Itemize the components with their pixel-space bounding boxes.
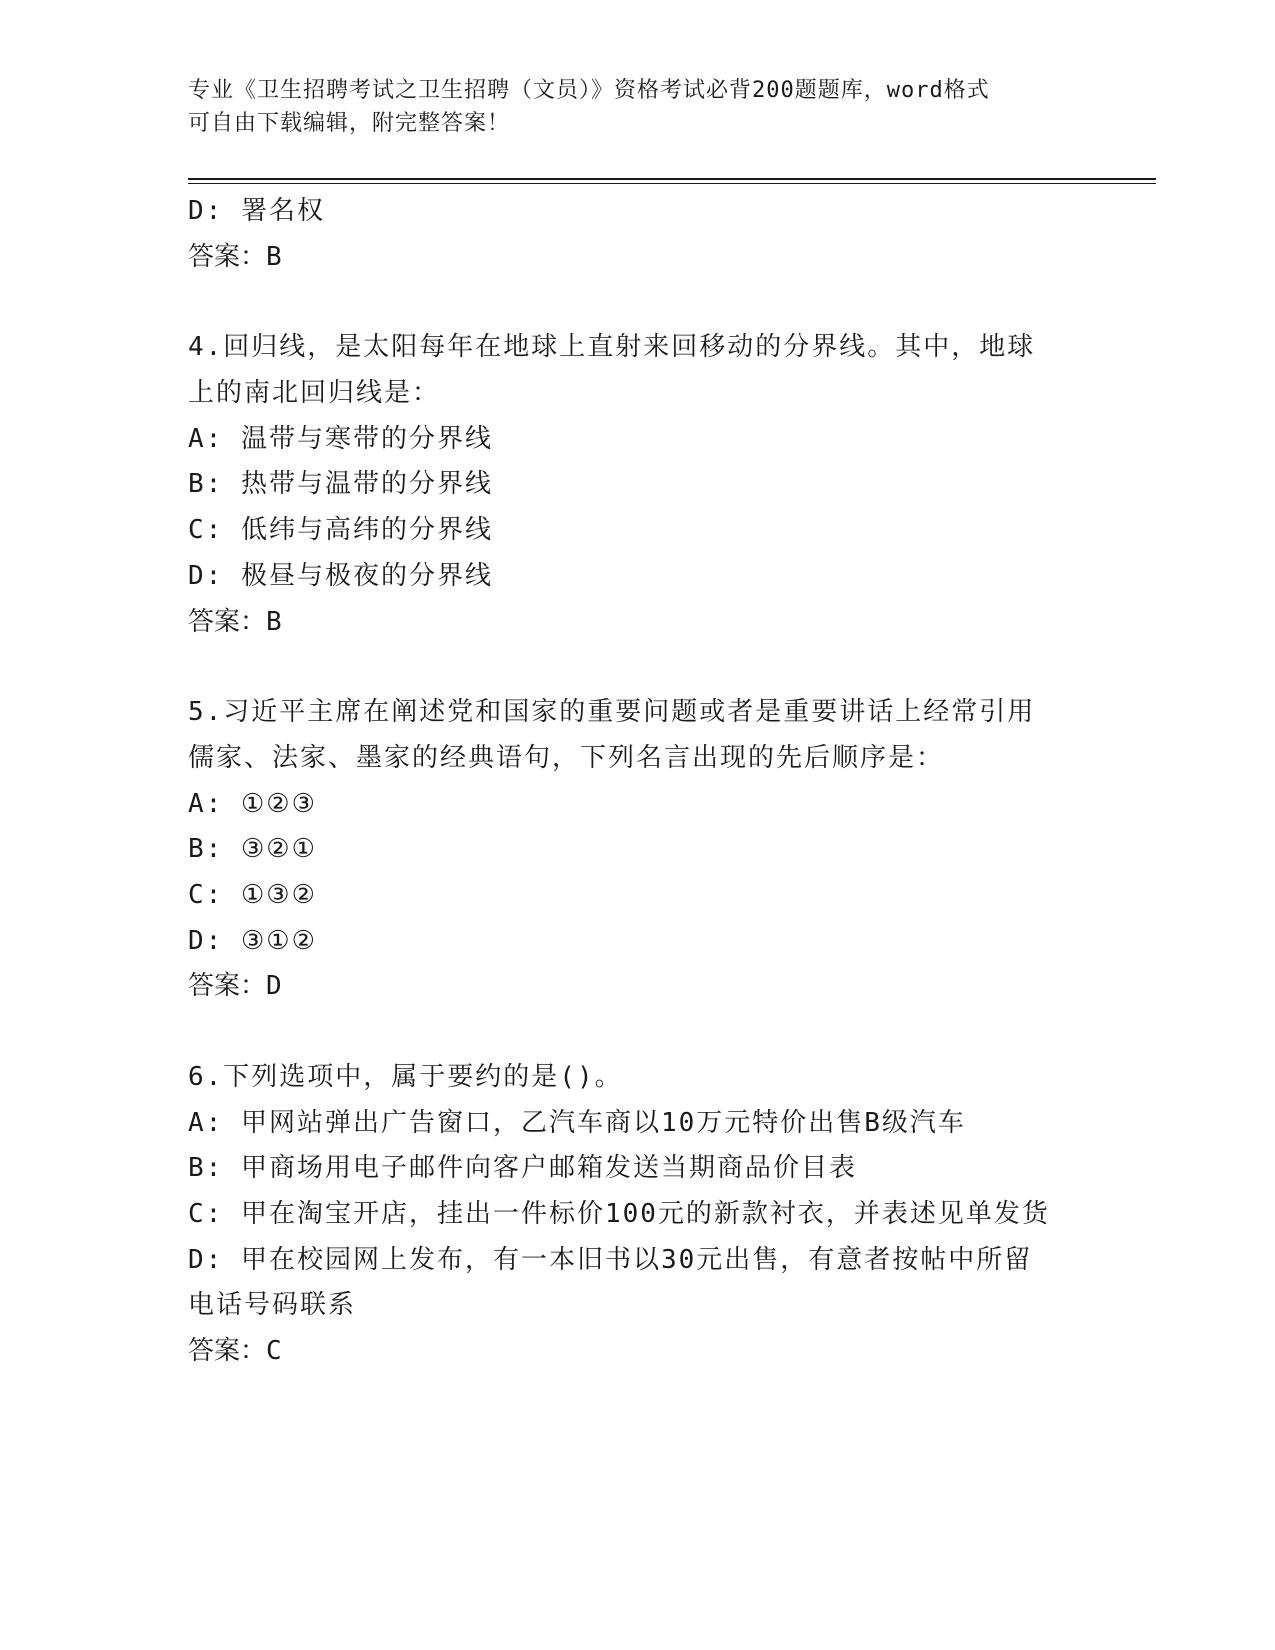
option-a: A: 温带与寒带的分界线 — [188, 423, 493, 454]
option-c: C: 甲在淘宝开店，挂出一件标价100元的新款衬衣，并表述见单发货 — [188, 1199, 1050, 1230]
question-6 — [188, 1055, 1078, 1375]
question-title-line-1: 5.习近平主席在阐述党和国家的重要问题或者是重要讲话上经常引用 — [188, 697, 1036, 728]
option-b: B: 甲商场用电子邮件向客户邮箱发送当期商品价目表 — [188, 1153, 857, 1184]
question-title-line-2: 上的南北回归线是： — [188, 378, 441, 409]
answer-value: C — [266, 1336, 282, 1367]
answer-line — [188, 964, 1078, 1010]
question-3-fragment — [188, 189, 1078, 280]
answer-label: 答案： — [188, 1336, 267, 1367]
option-b: B: ③②① — [188, 834, 317, 865]
header-divider-thin — [188, 183, 1156, 184]
question-title-line-1: 6.下列选项中，属于要约的是()。 — [188, 1062, 623, 1092]
option-a: A: 甲网站弹出广告窗口，乙汽车商以10万元特价出售B级汽车 — [188, 1107, 966, 1138]
option-a: A: ①②③ — [188, 788, 317, 819]
answer-label: 答案： — [188, 971, 267, 1002]
answer-line — [188, 1329, 1078, 1375]
answer-line — [188, 235, 1078, 281]
question-title-line-1: 4.回归线，是太阳每年在地球上直射来回移动的分界线。其中，地球 — [188, 332, 1036, 363]
question-title-line-2: 儒家、法家、墨家的经典语句，下列名言出现的先后顺序是： — [188, 742, 945, 773]
option-d: D: 署名权 — [188, 196, 325, 226]
answer-value: B — [266, 241, 282, 272]
header-divider-thick — [188, 178, 1156, 180]
option-c: C: ①③② — [188, 879, 317, 910]
answer-value: D — [266, 971, 282, 1002]
option-b: B: 热带与温带的分界线 — [188, 469, 493, 500]
document-header — [188, 74, 1068, 140]
answer-line — [188, 600, 1078, 646]
answer-label: 答案： — [188, 241, 267, 272]
question-5 — [188, 690, 1078, 1010]
option-d: D: 极昼与极夜的分界线 — [188, 560, 493, 591]
option-c: C: 低纬与高纬的分界线 — [188, 515, 493, 546]
document-content — [188, 189, 1078, 1375]
option-d-continuation: 电话号码联系 — [188, 1290, 357, 1321]
option-d: D: 甲在校园网上发布，有一本旧书以30元出售，有意者按帖中所留 — [188, 1244, 1033, 1275]
question-4 — [188, 325, 1078, 645]
header-line-2: 可自由下载编辑，附完整答案！ — [188, 111, 511, 136]
answer-label: 答案： — [188, 606, 267, 637]
answer-value: B — [266, 606, 282, 637]
header-line-1: 专业《卫生招聘考试之卫生招聘（文员）》资格考试必背200题题库，word格式 — [188, 78, 990, 103]
option-d: D: ③①② — [188, 925, 317, 956]
